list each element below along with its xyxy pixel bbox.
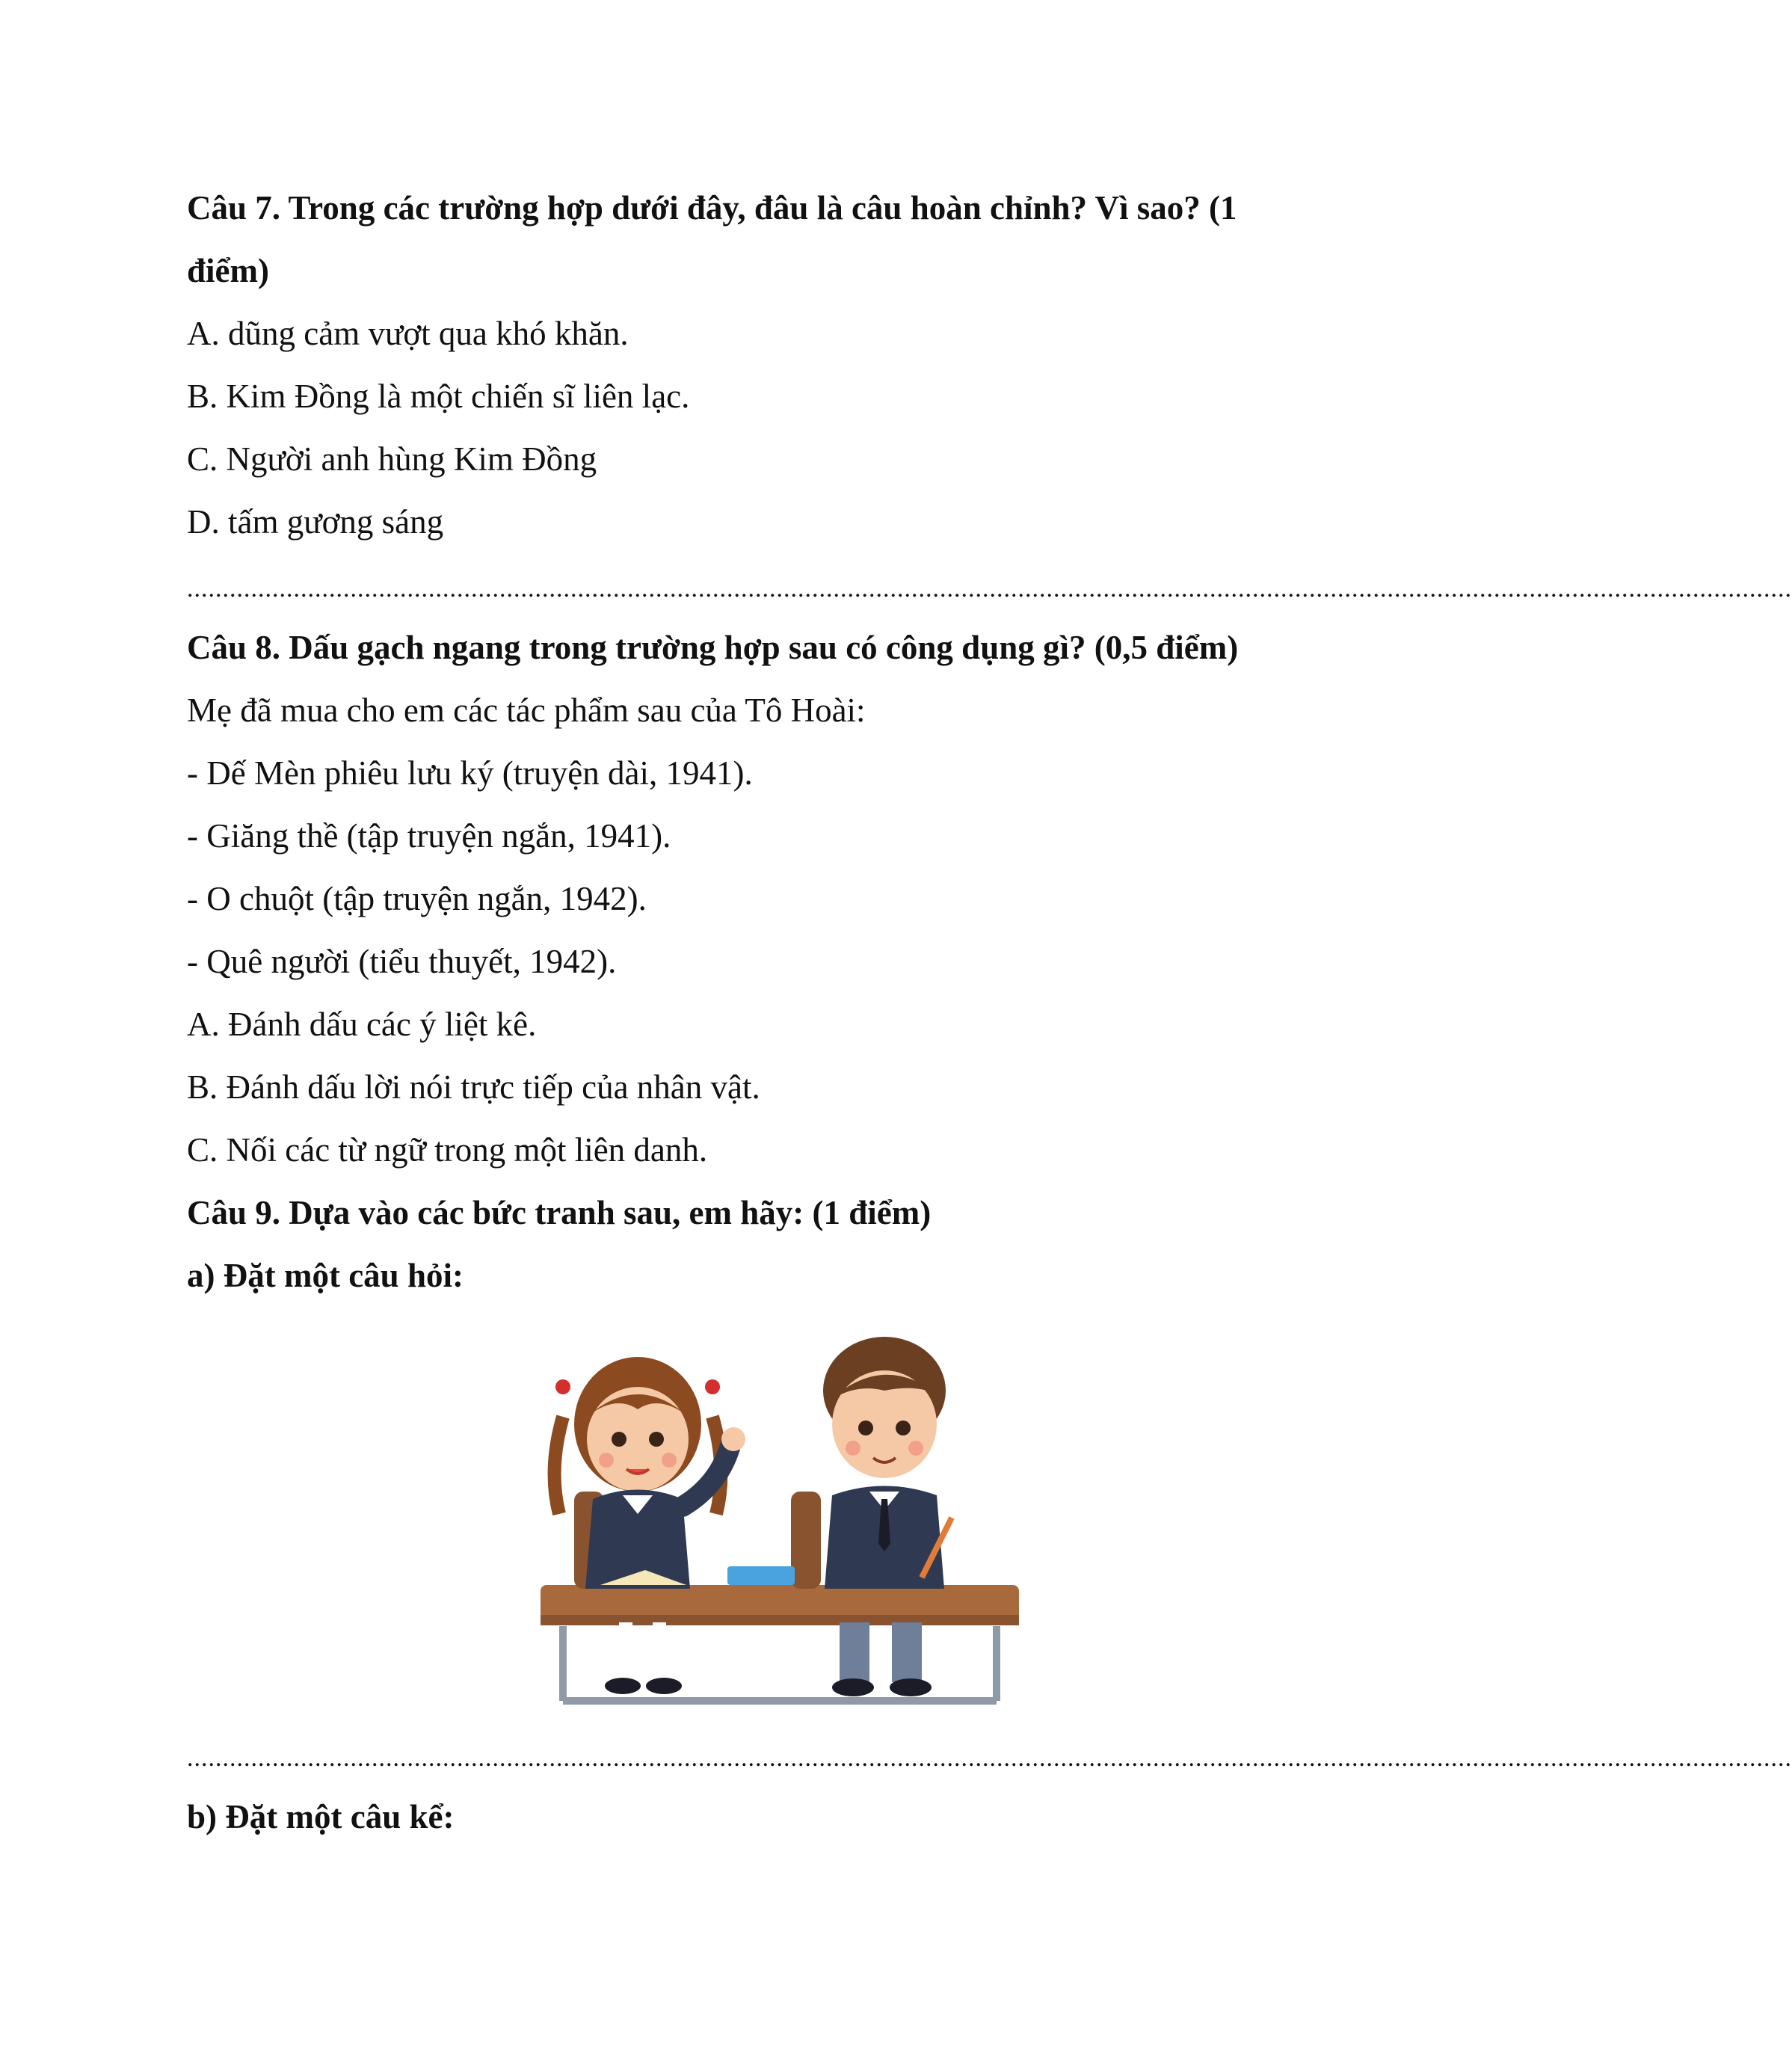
q7-title-line2: điểm): [187, 252, 269, 289]
q8-option-b: B. Đánh dấu lời nói trực tiếp của nhân vật.: [187, 1068, 760, 1106]
q8-item-3: - O chuột (tập truyện ngắn, 1942).: [187, 880, 647, 917]
q8-item-4: - Quê người (tiểu thuyết, 1942).: [187, 943, 617, 980]
q8-intro: Mẹ đã mua cho em các tác phẩm sau của Tô Hoài:: [187, 692, 866, 729]
q8-item-1: - Dế Mèn phiêu lưu ký (truyện dài, 1941).: [187, 754, 753, 792]
q8-item-2: - Giăng thề (tập truyện ngắn, 1941).: [187, 817, 671, 855]
q7-option-c: C. Người anh hùng Kim Đồng: [187, 440, 597, 478]
q7-option-a: A. dũng cảm vượt qua khó khăn.: [187, 315, 629, 352]
q7-option-d: D. tấm gương sáng: [187, 503, 444, 541]
q9-part-b: b) Đặt một câu kể:: [187, 1798, 455, 1835]
q9a-answer-dots: ..................................................................................................................................................................................................................................: [187, 1744, 1792, 1772]
q9-part-a: a) Đặt một câu hỏi:: [187, 1257, 464, 1294]
q8-option-a: A. Đánh dấu các ý liệt kê.: [187, 1006, 537, 1043]
q8-title: Câu 8. Dấu gạch ngang trong trường hợp sau có công dụng gì? (0,5 điểm): [187, 629, 1239, 666]
q7-answer-dots: ..................................................................................................................................................................................................................................: [187, 575, 1792, 603]
q7-title-line1: Câu 7. Trong các trường hợp dưới đây, đâu là câu hoàn chỉnh? Vì sao? (1: [187, 189, 1237, 227]
q9-title: Câu 9. Dựa vào các bức tranh sau, em hãy: (1 điểm): [187, 1194, 932, 1231]
students-at-desk-illustration: [533, 1320, 1026, 1716]
q8-option-c: C. Nối các từ ngữ trong một liên danh.: [187, 1131, 708, 1169]
q7-option-b: B. Kim Đồng là một chiến sĩ liên lạc.: [187, 378, 690, 415]
